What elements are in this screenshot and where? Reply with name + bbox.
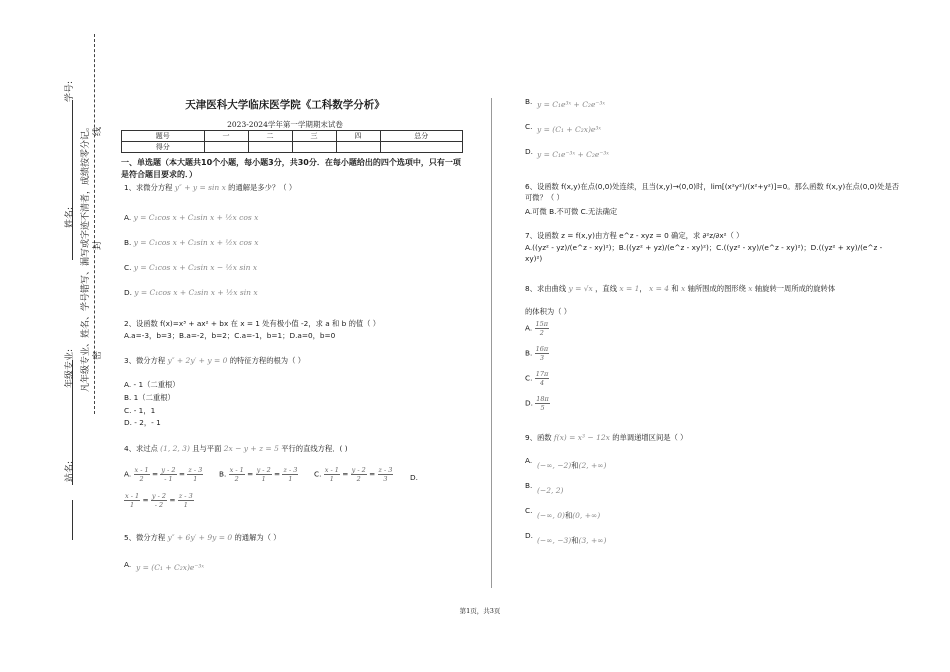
question-3-stem [124,355,305,366]
math-expression: y = √x [568,284,593,293]
question-text: 且与平面 [192,444,222,453]
section-heading: 一、单选题（本大题共10个小题，每小题3分，共30分．在每小题给出的四个选项中，只有一项是符合题目要求的．） [121,158,461,179]
question-text: 4、求过点 [124,444,158,453]
score-row-label: 得分 [122,142,205,153]
interval: (2, +∞) [578,461,607,470]
question-8-option-a[interactable]: A. $\frac{15\pi}{2}$ [525,320,549,337]
score-header-cell: 四 [336,131,380,142]
question-9-option-c[interactable]: C. [525,506,533,515]
score-cell[interactable] [292,142,336,153]
exam-subtitle: 2023-2024学年第一学期期末试卷 [227,120,343,129]
warning-text: 凡年级专业、姓名、学号错写、漏写或字迹不清者，成绩按零分记。 [81,121,91,392]
score-table [121,130,463,153]
question-9-option-a-math [537,460,606,471]
score-header-cell: 二 [248,131,292,142]
question-9-option-b[interactable]: B. [525,481,533,490]
question-5-option-c-math [537,124,601,135]
fraction-denominator: 2 [539,329,544,337]
question-1-option-a[interactable]: A. y = C₁cos x + C₂sin x + ½x cos x [124,213,259,222]
score-header-cell: 一 [204,131,248,142]
question-7-stem: 7、设函数 z = f(x,y)由方程 e^z - xyz = 0 确定，求 ∂²z/∂x²（ ） [525,231,744,240]
fraction-denominator: 5 [540,404,545,412]
interval: (3, +∞) [578,536,607,545]
question-4-option-c[interactable]: C. $\frac{x - 1}{1}$ = $\frac{y - 2}{2}$ = $\frac{z - 3}{3}$ [314,466,393,483]
score-header-cell: 三 [292,131,336,142]
question-3-option-b[interactable]: B. 1（二重根） [124,393,175,402]
question-text: 的特征方程的根为（ ） [229,356,306,365]
interval: (−∞, −3) [537,536,572,545]
interval: (0, +∞) [572,511,601,520]
math-expression: 2x − y + z = 5 [223,444,279,453]
question-9-option-d[interactable]: D. [525,531,533,540]
score-header-cell: 题号 [122,131,205,142]
question-5-option-b[interactable]: B. [525,97,533,106]
question-text: 轴旋转一周所成的旋转体 [754,284,836,293]
fraction-numerator: 16π [535,345,549,353]
question-6-options[interactable]: A.可微 B.不可微 C.无法确定 [525,207,618,216]
option-math: y = C₁cos x + C₂sin x + ½x cos x [133,238,259,247]
question-5-option-c[interactable]: C. [525,122,533,131]
option-math: y = C₁cos x + C₂sin x + ½x sin x [134,288,258,297]
question-4-option-d-label[interactable]: D. [410,473,418,482]
binding-line [72,100,73,260]
question-8-option-d[interactable]: D. $\frac{18\pi}{5}$ [525,395,549,412]
question-9-option-a[interactable]: A. [525,456,533,465]
math-expression: y″ + 2y′ + y = 0 [167,356,228,365]
question-5-option-d[interactable]: D. [525,147,533,156]
question-9-option-c-math [537,510,600,521]
question-text: 的通解是多少？（ ） [228,183,297,192]
score-table-header-row [122,131,463,142]
question-4-stem [124,443,348,454]
question-2-options[interactable]: A.a=-3，b=3；B.a=-2，b=2；C.a=-1，b=1；D.a=0，b=0 [124,331,336,340]
question-8-option-b[interactable]: B. $\frac{16\pi}{3}$ [525,345,549,362]
option-math: y = (C₁ + C₂x)e⁻³ˣ [136,563,204,572]
page-footer: 第1页，共3页 [459,607,501,615]
conjunction: 和 [571,461,579,470]
option-text: - 1，1 [133,406,156,415]
question-text: 的单调递增区间是（ ） [612,433,688,442]
major-label: 年级专业: [65,348,75,388]
question-6-stem: 6、设函数 f(x,y)在点(0,0)处连续，且当(x,y)→(0,0)时，lim[(x²y²)/(x²+y²)]=0。那么函数 f(x,y)在点(0,0)处是否可微？（ ） [525,182,900,202]
question-text: 1、求微分方程 [124,183,173,192]
question-3-option-d[interactable]: D. - 2，- 1 [124,418,161,427]
fraction-denominator: 3 [539,354,544,362]
station-label: 站名: [65,460,75,482]
score-header-cell: 总分 [380,131,463,142]
question-text: 8、求由曲线 [525,284,567,293]
question-1-option-b[interactable]: B. y = C₁cos x + C₂sin x + ½x cos x [124,238,259,247]
question-9-stem [525,432,687,443]
question-8-stem-continued: 的体积为（ ） [525,307,572,316]
seal-char-xian: 线 [93,126,103,136]
math-expression: y″ + y = sin x [174,183,226,192]
option-math: y = C₁e⁻³ˣ + C₂e⁻³ˣ [537,150,609,159]
math-expression: (1, 2, 3) [160,444,190,453]
math-expression: f(x) = x³ − 12x [553,433,610,442]
question-1-option-d[interactable]: D. y = C₁cos x + C₂sin x + ½x sin x [124,288,258,297]
question-8-stem: 8、求由曲线 y = √x ，直线 x = 1， x = 4 和 x 轴所围成的图形绕 x 轴旋转一周所成的旋转体 [525,284,836,293]
interval: (−2, 2) [537,486,564,495]
question-1-option-c[interactable]: C. y = C₁cos x + C₂sin x − ½x sin x [124,263,258,272]
question-2-stem: 2、设函数 f(x)=x³ + ax² + bx 在 x = 1 处有极小值 -2，求 a 和 b 的值（ ） [124,319,381,328]
question-9-option-b-math [537,485,563,496]
question-4-option-d[interactable]: $\frac{x - 1}{1}$ = $\frac{y - 2}{- 2}$ = $\frac{z - 3}{1}$ [125,492,193,509]
question-5-option-a-math [136,562,204,573]
math-expression: x = 4 [649,284,670,293]
score-cell[interactable] [204,142,248,153]
score-table-row [122,142,463,153]
question-text: 平行的直线方程．( ) [281,444,348,453]
option-math: y = C₁cos x + C₂sin x − ½x sin x [133,263,258,272]
question-text: ，直线 [595,284,617,293]
column-divider [491,98,492,588]
question-3-option-c[interactable]: C. - 1，1 [124,406,156,415]
question-9-option-d-math [537,535,606,546]
question-text: 和 [671,284,679,293]
option-math: y = (C₁ + C₂x)e³ˣ [537,125,602,134]
question-4-option-b[interactable]: B. $\frac{x - 1}{2}$ = $\frac{y - 2}{1}$ = $\frac{z - 3}{1}$ [219,466,298,483]
option-math: y = C₁cos x + C₂sin x + ½x cos x [133,213,259,222]
score-cell[interactable] [248,142,292,153]
option-math: y = C₁e³ˣ + C₂e⁻³ˣ [537,100,606,109]
interval: (−∞, −2) [537,461,572,470]
question-8-option-c[interactable]: C. $\frac{17\pi}{4}$ [525,370,549,387]
conjunction: 和 [571,536,579,545]
question-3-option-a[interactable]: A. - 1（二重根） [124,380,180,389]
question-5-option-a[interactable]: A. [124,560,132,569]
math-expression: x = 1 [619,284,640,293]
score-cell[interactable] [380,142,463,153]
fraction-denominator: 4 [539,379,545,387]
seal-char-feng: 封 [93,240,103,250]
name-label: 姓名: [65,206,75,228]
question-5-stem [124,532,281,543]
fraction-numerator: 18π [536,395,549,403]
math-expression: y″ + 6y′ + 9y = 0 [167,533,233,542]
question-text: 的通解为（ ） [234,533,281,542]
fraction-numerator: 15π [535,320,549,328]
question-5-option-d-math [537,149,609,160]
question-text: 3、微分方程 [124,356,166,365]
question-text: 9、函数 [525,433,552,442]
binding-line [72,500,73,540]
score-cell[interactable] [336,142,380,153]
exam-title: 天津医科大学临床医学院《工科数学分析》 [185,99,385,111]
math-expression: x [681,284,686,293]
student-id-label: 学号: [65,80,75,102]
math-expression: x [748,284,753,293]
question-7-options[interactable]: A.((yz² - yz)/(e^z - xy)²)；B.((yz² + yz)/(e^z - xy)²)；C.((yz² - xy)/(e^z - xy)²)；D.((yz² + xy)/(e^z - xy)²) [525,243,883,263]
question-4-option-a[interactable]: A. $\frac{x - 1}{2}$ = $\frac{y - 2}{- 1}$ = $\frac{z - 3}{1}$ [124,466,203,483]
conjunction: 和 [564,511,573,520]
fraction-numerator: 17π [535,370,549,378]
question-1-stem [124,182,296,193]
interval: (−∞, 0) [537,511,565,520]
question-text: 5、微分方程 [124,533,166,542]
option-text: - 2，- 1 [134,418,161,427]
question-5-option-b-math [537,99,605,110]
option-text: - 1（二重根） [133,380,180,389]
question-text: 轴所围成的图形绕 [687,284,746,293]
seal-char-mi: 密 [93,350,103,360]
option-text: 1（二重根） [133,393,175,402]
